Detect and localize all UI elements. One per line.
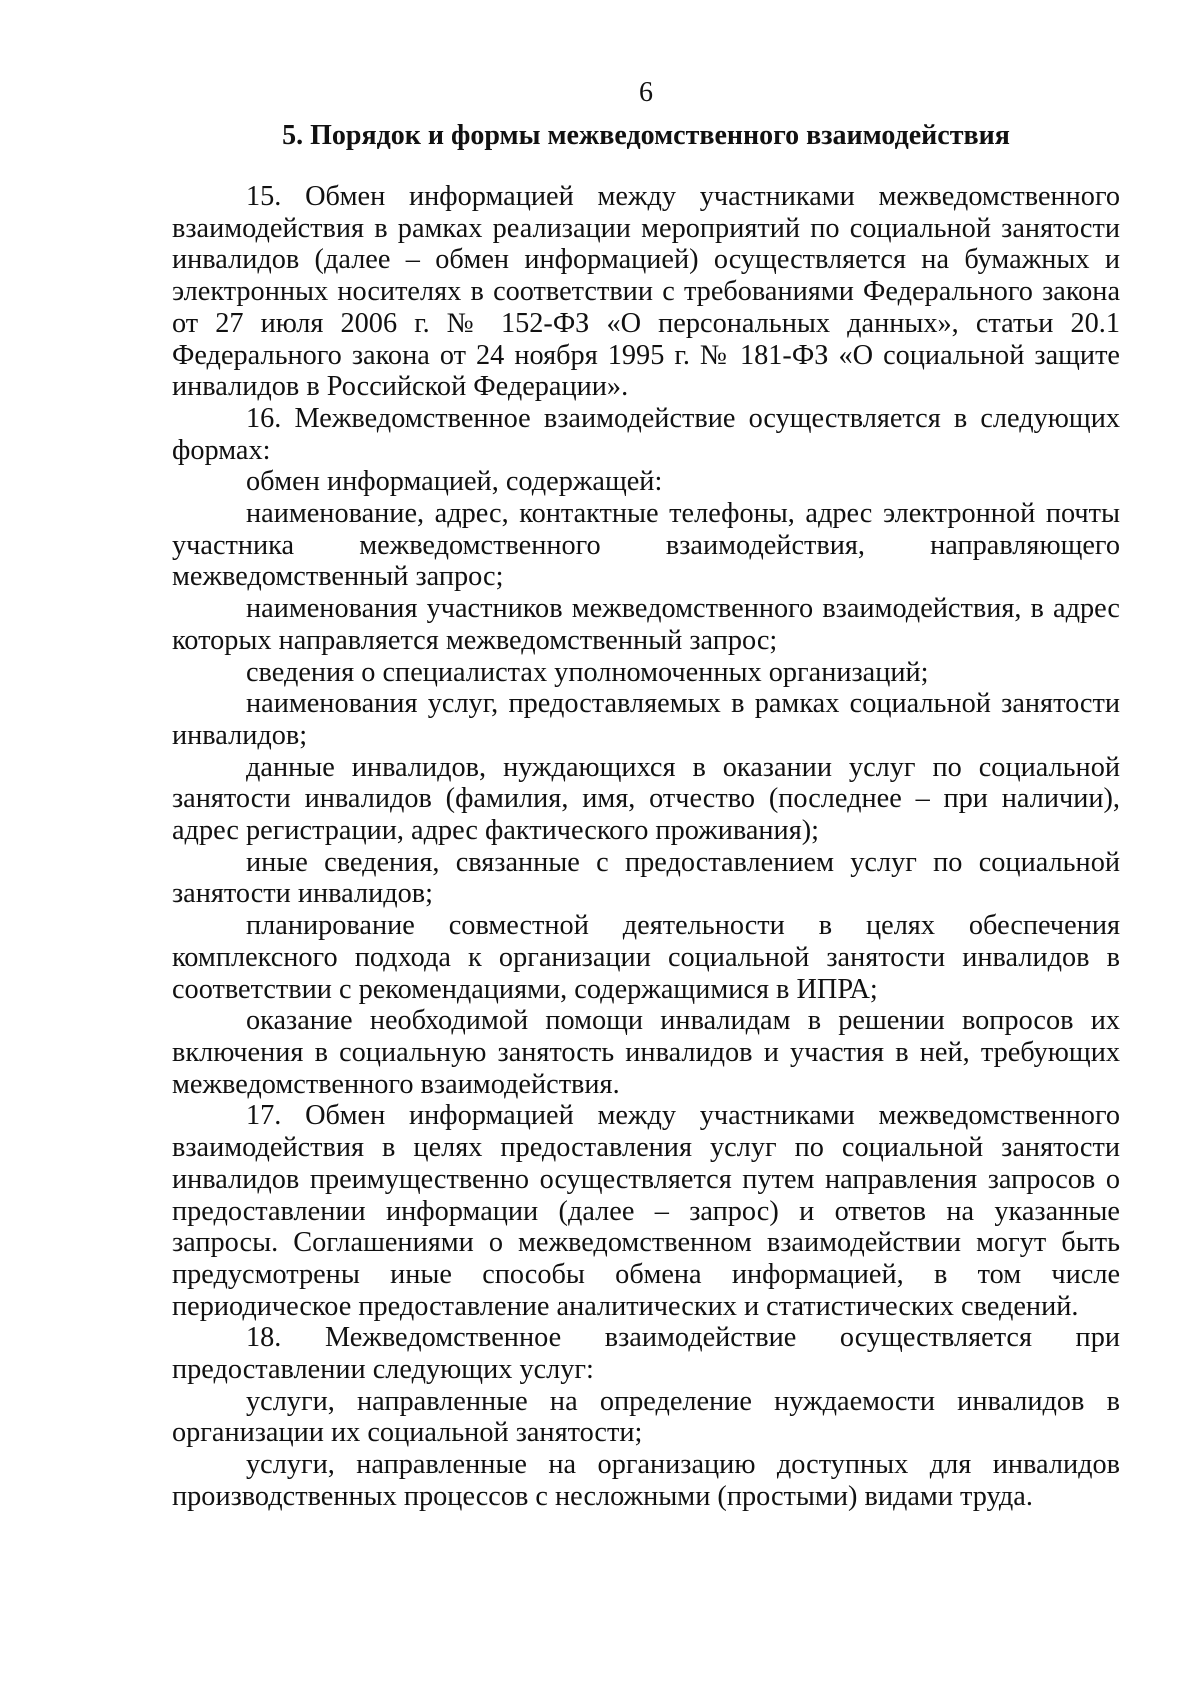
paragraph-17: 17. Обмен информацией между участниками межведомственного взаимодействия в целях предоставления услуг по социальной занятости инвалидов преимущественно осуществляется путем направления запросов о предоставлении информации (далее – запрос) и ответов на указанные запросы. Соглашениями о межведомственном взаимодействии могут быть предусмотрены иные способы обмена информацией, в том числе периодическое предоставление аналитических и статистических сведений.	[172, 1100, 1120, 1322]
paragraph-16: 16. Межведомственное взаимодействие осуществляется в следующих формах:	[172, 402, 1120, 466]
list-item: обмен информацией, содержащей:	[246, 466, 663, 498]
list-item: услуги, направленные на определение нуждаемости инвалидов в организации их социальной занятости;	[172, 1385, 1120, 1449]
list-item: наименования услуг, предоставляемых в рамках социальной занятости инвалидов;	[172, 688, 1120, 751]
paragraph-18: 18. Межведомственное взаимодействие осуществляется при предоставлении следующих услуг:	[172, 1322, 1120, 1386]
page-number: 6	[639, 77, 653, 108]
document-body	[172, 181, 1120, 1513]
list-item: оказание необходимой помощи инвалидам в решении вопросов их включения в социальную занятость инвалидов и участия в ней, требующих межведомственного взаимодействия.	[172, 1005, 1120, 1100]
list-item: сведения о специалистах уполномоченных организаций;	[246, 656, 929, 688]
section-title: 5. Порядок и формы межведомственного взаимодействия	[282, 120, 1010, 151]
paragraph-15: 15. Обмен информацией между участниками межведомственного взаимодействия в рамках реализации мероприятий по социальной занятости инвалидов (далее – обмен информацией) осуществляется на бумажных и электронных носителях в соответствии с требованиями Федерального закона от 27 июля 2006 г. № 152-ФЗ «О персональных данных», статьи 20.1 Федерального закона от 24 ноября 1995 г. № 181-ФЗ «О социальной защите инвалидов в Российской Федерации».	[172, 181, 1120, 403]
document-page	[172, 0, 1120, 1697]
list-item: иные сведения, связанные с предоставлением услуг по социальной занятости инвалидов;	[172, 846, 1120, 910]
list-item: наименование, адрес, контактные телефоны, адрес электронной почты участника межведомственного взаимодействия, направляющего межведомственный запрос;	[172, 498, 1120, 593]
list-item: планирование совместной деятельности в целях обеспечения комплексного подхода к организации социальной занятости инвалидов в соответствии с рекомендациями, содержащимися в ИПРА;	[172, 910, 1120, 1005]
list-item: услуги, направленные на организацию доступных для инвалидов производственных процессов с несложными (простыми) видами труда.	[172, 1449, 1120, 1512]
list-item: данные инвалидов, нуждающихся в оказании услуг по социальной занятости инвалидов (фамилия, имя, отчество (последнее – при наличии), адрес регистрации, адрес фактического проживания);	[172, 751, 1120, 847]
list-item: наименования участников межведомственного взаимодействия, в адрес которых направляется межведомственный запрос;	[172, 593, 1120, 656]
